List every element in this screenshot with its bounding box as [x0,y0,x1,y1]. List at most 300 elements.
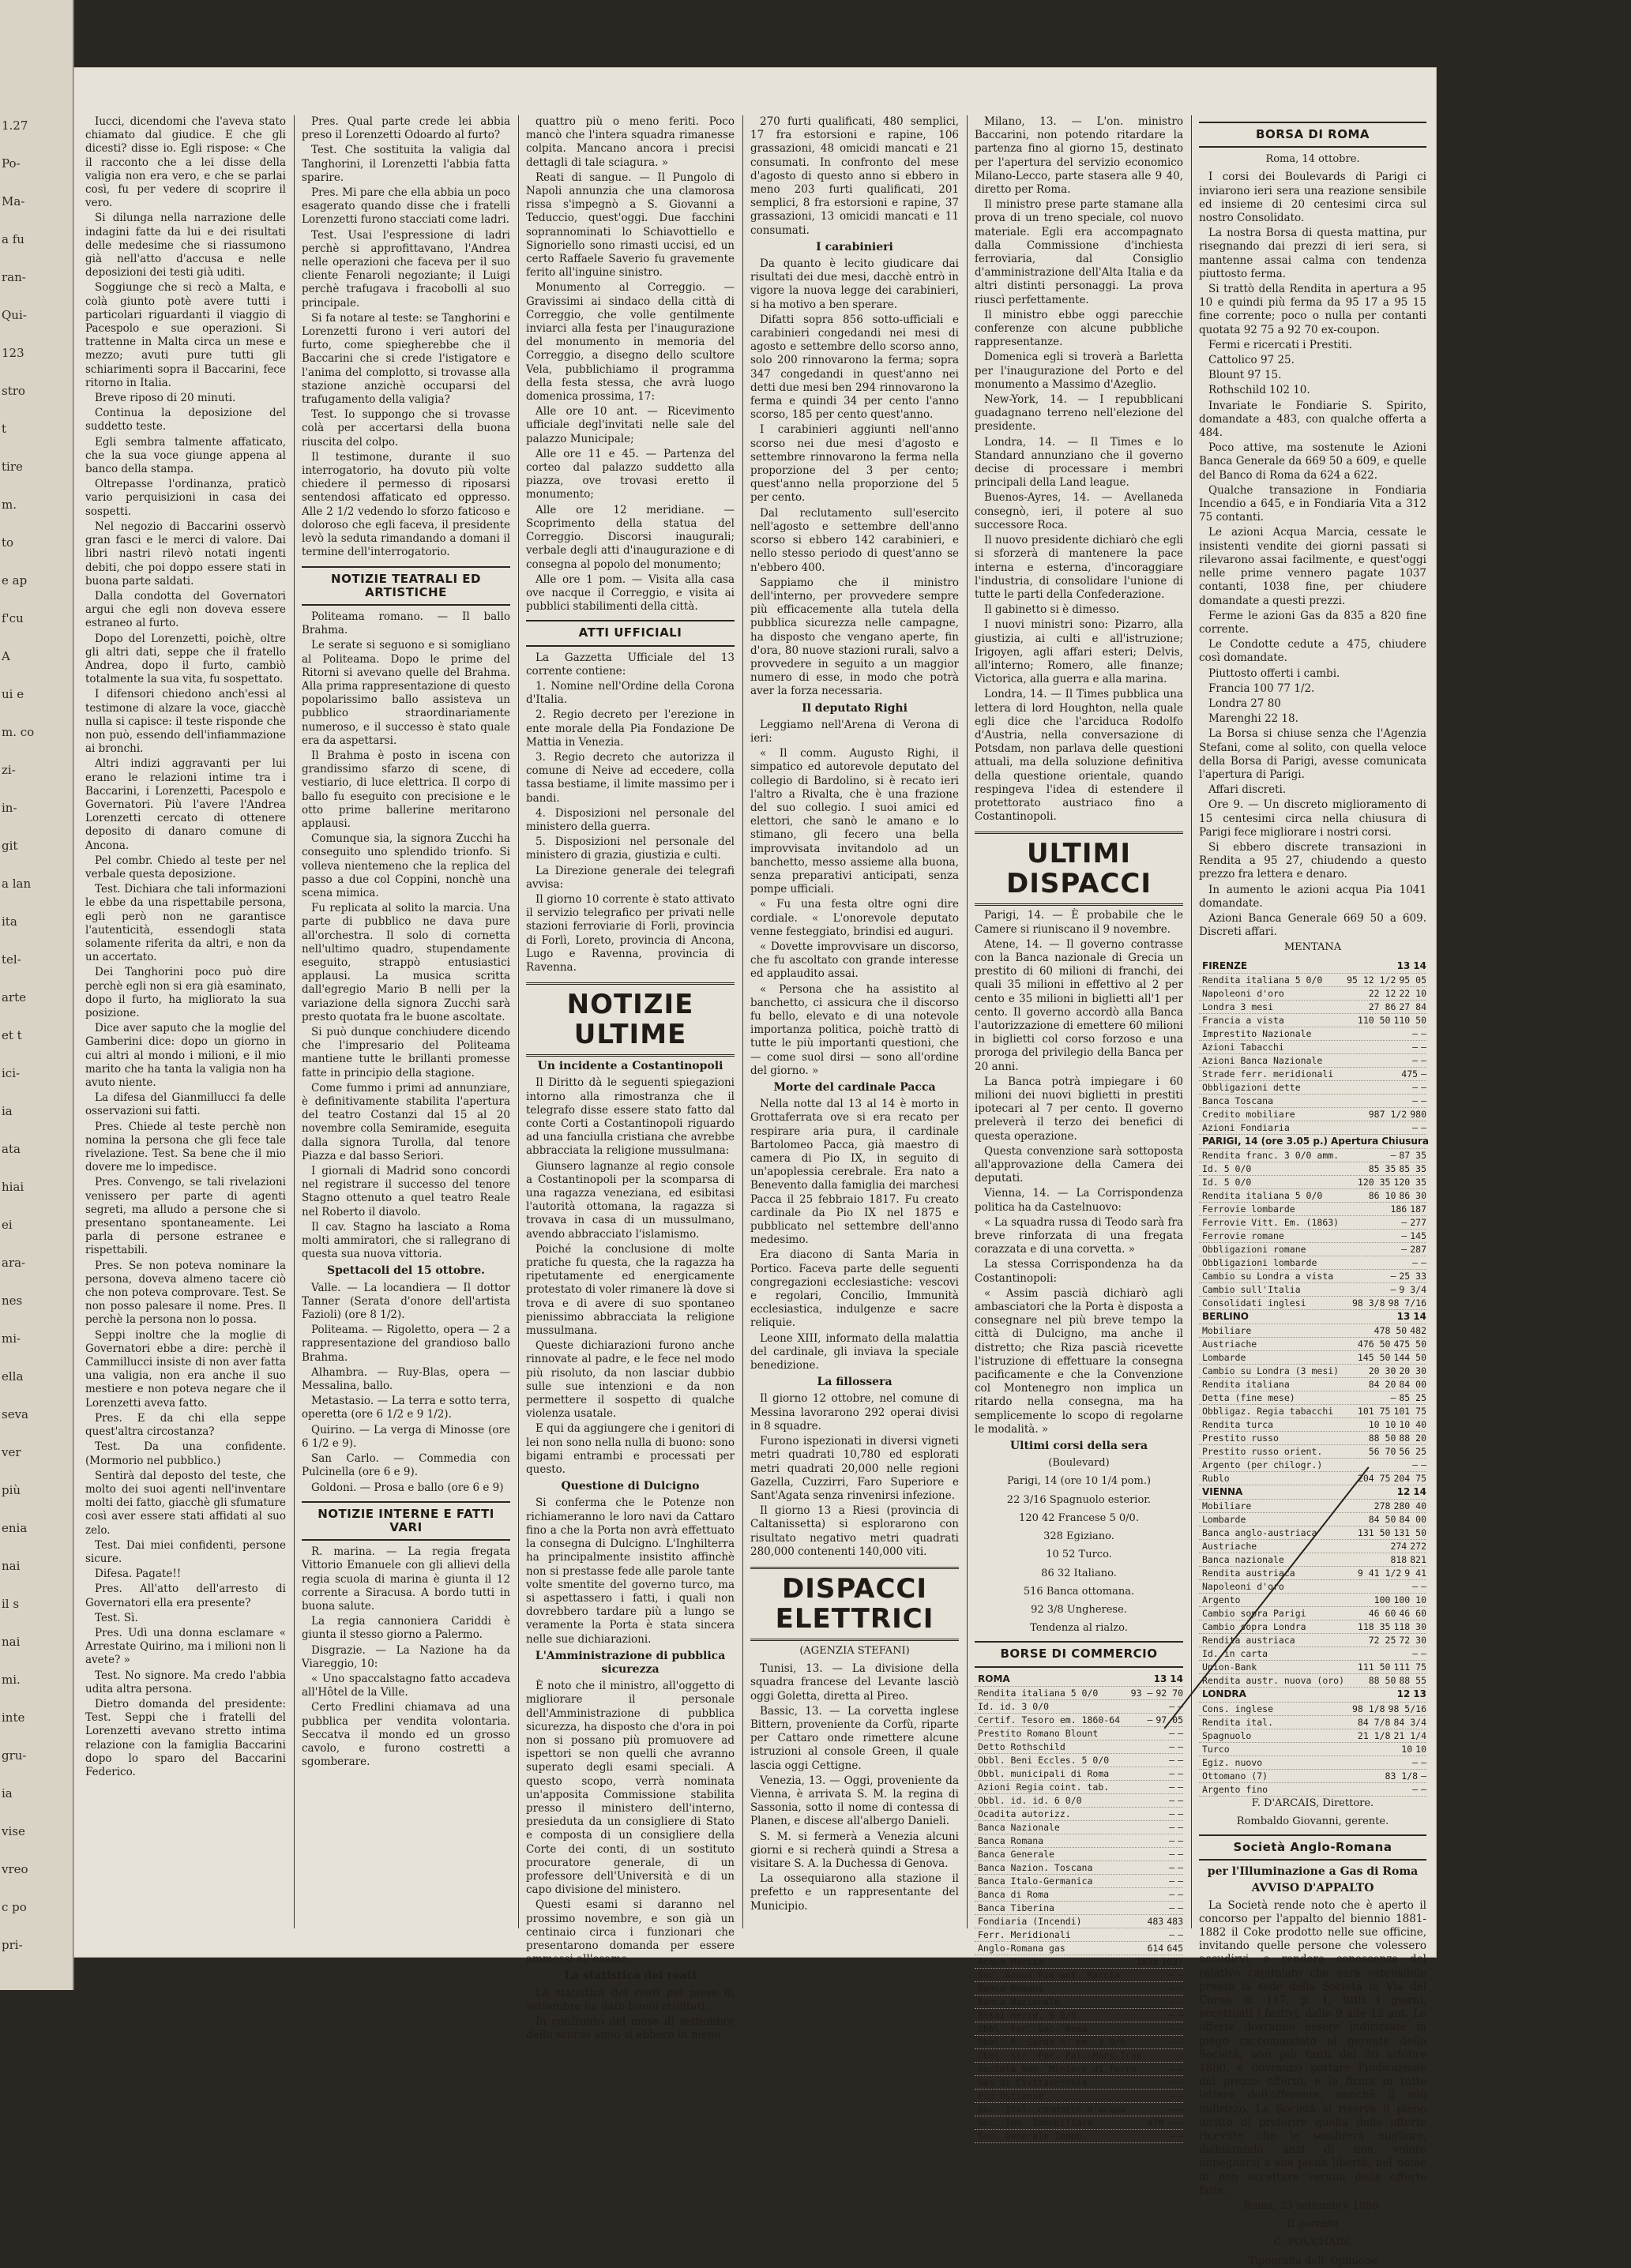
paragraph: Alle ore 1 pom. — Visita alla casa ove nacque il Correggio, e visita ai pubblici stabilimenti della città. [526,573,735,614]
table-row [975,2049,1183,2063]
paragraph: « La squadra russa di Teodo sarà fra breve rinforzata di una fregata corazzata e di una corvetta. » [975,1215,1183,1256]
paragraph: Disgrazie. — La Nazione ha da Viareggio, 10: [302,1643,510,1670]
table-header-col: 13 [1413,1688,1426,1700]
paragraph: Metastasio. — La terra e sotto terra, operetta (ore 6 1/2 e 9 1/2). [302,1395,510,1421]
table-header-col: 14 [1413,959,1426,971]
paragraph: « Assim pascià dichiarò agli ambasciatori che la Porta è disposta a consegnare nel più breve tempo la città di Dulcigno, ma anche il distretto; che Riza pascià ricevette l'istruzione di effettuare la consegna pacificamente e che la Convenzione col Montenegro non implica un ritardo nella consegna, ma ha semplicemente lo scopo di regolarne le modalità. » [975,1286,1183,1436]
table-row [1199,1203,1426,1216]
table-cell: — [1421,1054,1426,1066]
table-row [1199,1365,1426,1378]
table-cell: — [1401,1230,1407,1241]
table-cell: Cambio sopra Parigi [1202,1608,1306,1620]
paragraph: Pres. Se non poteva nominare la persona, doveva almeno tacere ciò che non poteva comprovare. Test. Se non posso palesare il nome. Pres. Il perchè la persona non lo possa. [85,1259,286,1327]
adjacent-page-fragment: A [2,649,10,663]
table-cell: — [1412,1783,1419,1795]
table-cell: — [1178,1821,1183,1833]
table-cell: Rendita franc. 3 0/0 amm. [1202,1149,1340,1161]
table-cell: — [1421,1081,1426,1093]
table-cell: Consolidati inglesi [1202,1297,1306,1309]
mentana-label: MENTANA [1283,941,1342,954]
sera-subheading: (Boulevard) [1048,1457,1110,1470]
gerente-line: Rombaldo Giovanni, gerente. [1236,1815,1389,1827]
table-row [975,1996,1183,2009]
avviso-signature-title: Il gerente [1287,2218,1339,2231]
table-cell: Rendita turca [1202,1419,1274,1431]
table-cell: 87 35 [1399,1149,1426,1161]
paragraph: Dietro domanda del presidente: Test. Seppi che i fratelli del Lorenzetti avevano stretto intima relazione con la famiglia Baccarini dopo lo sparo del Baccarini Federico. [85,1697,286,1778]
paragraph: « Dovette improvvisare un discorso, che fu ascoltato con grande interesse ed applaudito assai. [750,940,959,981]
table-cell: 84 7/8 [1357,1716,1391,1728]
subheading: L'Amministrazione di pubblica sicurezza [535,1649,726,1676]
table-cell: Londra 3 mesi [1202,1001,1274,1012]
table-cell: 100 10 [1393,1594,1426,1606]
table-cell: Rendita italiana 5 0/0 [1202,1189,1323,1201]
column-1 [81,115,291,1928]
table-cell: — [1169,1969,1175,1981]
table-cell: 83 1/8 [1385,1770,1419,1782]
table-cell: — [1169,1861,1175,1873]
table-cell: Argento (per chilogr.) [1202,1459,1323,1471]
table-cell: 27 84 [1399,1001,1426,1012]
paragraph: Atene, 14. — Il governo contrasse con la Banca nazionale di Grecia un prestito di 60 milioni di franchi, dei quali 35 milioni in effettivo al 2 per cento e 35 milioni in biglietti all'1 per cento. Il governo accordò alla Banca l'autorizzazione di emettere 60 milioni in biglietti col corso forzoso e una proroga del privilegio della Banca per 20 anni. [975,937,1183,1073]
table-cell: — [1169,2103,1175,2115]
paragraph: Certo Fredlini chiamava ad una pubblica per vendita volontaria. Seccatva il mondo ed un grosso cavolo, e furono costretti a sgomberare. [302,1701,510,1769]
paragraph: I difensori chiedono anch'essi al testimone di alzare la voce, giacchè nulla si capisce: il teste risponde che non può, essendo dell'infiammazione ai bronchi. [85,688,286,756]
table-cell: Prestito russo [1202,1433,1279,1444]
table-cell: — [1421,1459,1426,1471]
paragraph: Sappiamo che il ministro dell'interno, per provvedere sempre più efficacemente alla tutela della pubblica sicurezza nelle campagne, ha disposto che vengano aperte, fin d'ora, 80 nuove stazioni rurali, salvo a provvedere in seguito a un maggior numero di esse, in modo che potrà aver la forza necessaria. [750,576,959,698]
paragraph: 1. Nomine nell'Ordine della Corona d'Italia. [526,679,735,707]
paragraph: Si dilunga nella narrazione delle indagini fatte da lui e dei risultati delle medesime che si riassumono già nell'atto d'accusa e nelle deposizioni dei testi già uditi. [85,212,286,280]
paragraph: Questi esami si daranno nel prossimo novembre, e son già un centinaio circa i funzionari che presentarono domanda per essere ammessi all'esame. [526,1898,735,1966]
adjacent-page-fragment: zi- [2,763,16,777]
table-row [975,1848,1183,1861]
table-cell: Spagnuolo [1202,1729,1252,1741]
adjacent-page-fragment: in- [2,801,17,815]
table-cell: Rendita italiana 5 0/0 [978,1687,1099,1699]
paragraph: Il nuovo presidente dichiarò che egli si sforzerà di mantenere la pace interna e esterna, d'incoraggiare l'industria, di consolidare l'unione di tutte le parti della Confederazione. [975,534,1183,601]
table-cell: Napoleoni d'oro [1202,1581,1284,1593]
table-cell: — [1178,1781,1183,1793]
table-cell: Rendita austriaca [1202,1568,1295,1579]
paragraph: Marenghi 22 18. [1208,712,1298,726]
table-cell: 95 12 1/2 [1347,974,1396,986]
table-cell: — [1178,1740,1183,1752]
paragraph: Continua la deposizione del suddetto teste. [85,407,286,434]
table-cell: — [1421,1770,1426,1782]
paragraph: Test. Dai miei confidenti, persone sicure. [85,1538,286,1565]
paragraph: Valle. — La locandiera — Il dottor Tanner (Serata d'onore dell'artista Fazioli) (ore 8 1/2). [302,1281,510,1322]
paragraph: Pel combr. Chiedo al teste per nel verbale questa deposizione. [85,854,286,881]
table-cell: — [1169,1794,1175,1806]
paragraph: Il testimone, durante il suo interrogatorio, ha dovuto più volte chiedere il permesso di riposarsi sentendosi affaticato ed oppresso. Alle 2 1/2 vedendo lo sforzo faticoso e doloroso che egli faceva, il presidente levò la seduta rimandando a domani il termine dell'interrogatorio. [302,450,510,559]
table-cell: — [1178,2076,1183,2088]
table-row [1199,1405,1426,1418]
table-row [975,1781,1183,1794]
sera-heading: Ultimi corsi della sera [1009,1440,1148,1453]
paragraph: Londra, 14. — Il Times e lo Standard annunziano che il governo decise di processare i membri principali della Land league. [975,435,1183,490]
table-cell: 88 20 [1399,1433,1426,1444]
table-cell: Lombarde [1202,1352,1246,1364]
table-row [1199,1121,1426,1135]
avviso-heading: AVVISO D'APPALTO [1251,1882,1374,1895]
table-cell: — [1169,1875,1175,1887]
table-row [1199,1108,1426,1121]
table-cell: — [1147,1714,1153,1725]
paragraph: New-York, 14. — I repubblicani guadagnano terreno nell'elezione del presidente. [975,393,1183,434]
table-cell: — [1169,1982,1175,1994]
adjacent-page-fragment: ita [2,914,17,929]
paragraph: Era diacono di Santa Maria in Portico. Faceva parte delle seguenti congregazioni ecclesiastiche: vescovi e regolari, Concilio, Immunità ecclesiastica, indulgenze e sacre reliquie. [750,1249,959,1330]
table-cell: 21 1/4 [1393,1729,1426,1741]
table-cell: — [1169,1821,1175,1833]
paragraph: I corsi dei Boulevards di Parigi ci inviarono ieri sera una reazione sensibile ed insieme di 20 centesimi circa sul nostro Consolidato. [1199,171,1426,225]
table-cell: — [1169,1928,1175,1940]
table-cell: Prestito russo orient. [1202,1446,1323,1458]
table-row [1199,1054,1426,1068]
paragraph: Il giorno 13 a Riesi (provincia di Caltanissetta) si esplorarono con risultato negativo metri quadrati 280,000 contenenti 140,000 viti. [750,1504,959,1558]
paragraph: Domenica egli si troverà a Barletta per l'inaugurazione del Porto e del monumento a Massimo d'Azeglio. [975,351,1183,391]
paragraph: quattro più o meno feriti. Poco mancò che l'intera squadra rimanesse colpita. Mancano ancora i precisi dettagli di tale sciagura. » [526,115,735,169]
societa-heading: Società Anglo-Romana [1199,1834,1426,1861]
table-cell: — [1169,2022,1175,2034]
table-cell: 131 50 [1357,1527,1391,1539]
adjacent-page-fragment: ara- [2,1256,26,1270]
table-cell: Azioni Banca Nazionale [1202,1054,1323,1066]
table-cell: — [1421,1068,1426,1080]
table-cell: Argento fino [1202,1783,1268,1795]
adjacent-page-fragment: a fu [2,232,24,246]
paragraph: La stessa Corrispondenza ha da Costantinopoli: [975,1258,1183,1285]
paragraph: Venezia, 13. — Oggi, proveniente da Vienna, è arrivata S. M. la regina di Sassonia, sotto il nome di contessa di Planen, e discese all'albergo Danieli. [750,1774,959,1828]
table-row [1199,1189,1426,1203]
adjacent-page-fragment: ei [2,1218,13,1232]
table-cell: Imprestito Nazionale [1202,1027,1312,1039]
paragraph: Alle ore 10 ant. — Ricevimento ufficiale degl'invitati nelle sale del palazzo Municipale; [526,405,735,445]
paragraph: Il giorno 10 corrente è stato attivato il servizio telegrafico per privati nelle stazioni ferroviarie di Forli, provincia di Forlì, Loreto, provincia di Ancona, Lugo e Ravenna, provincia di Ravenna. [526,892,735,974]
table-cell: Banca Toscana [1202,1095,1274,1106]
table-cell: Obbl. R. Sarda n. em. 3 0/0 [978,2036,1126,2048]
table-cell: 22 12 [1368,987,1396,999]
table-cell: — [1178,1754,1183,1766]
table-row [975,1902,1183,1915]
table-cell: Banca Nazionale [978,1821,1060,1833]
adjacent-page-fragment: Po- [2,156,21,171]
paragraph: In confronto del mese di settembre dello scorso anno si ebbero in meno [526,2015,735,2042]
paragraph: « Uno spaccalstagno fatto accadeva all'Hôtel de la Ville. [302,1672,510,1699]
table-cell: — [1390,1283,1396,1295]
paragraph: Nel negozio di Baccarini osservò gran fasci e le merci di valore. Dai libri nastri rilevò notati ingenti debiti, che poi doppo essere stati in buona parte saldati. [85,520,286,588]
paragraph: Queste dichiarazioni furono anche rinnovate al padre, e le fece nel modo più risoluto, da non lasciar dubbio sulle sue intenzioni e da non permettere il sospetto di qualche violenza usatale. [526,1339,735,1421]
table-cell: — [1169,1834,1175,1846]
sera-row: Tendenza al rialzo. [1030,1622,1128,1635]
adjacent-page-fragment: et t [2,1028,22,1042]
sera-row: 92 3/8 Ungherese. [1031,1603,1127,1616]
table-cell: Soc. Acqua Pia ant. Marcia [978,1969,1121,1981]
table-row [1199,1297,1426,1310]
column-3 [521,115,739,2042]
adjacent-page-fragment: ici- [2,1066,21,1080]
sera-row: 22 3/16 Spagnuolo esterior. [1006,1493,1152,1506]
table-row [975,2076,1183,2090]
table-cell: 84 50 [1368,1514,1396,1526]
price-table [975,1687,1183,2143]
table-row [1199,1176,1426,1189]
column-2 [297,115,515,1928]
table-cell: Detto Rothschild [978,1740,1065,1752]
table-cell: — [1178,2022,1183,2034]
table-cell: 987 1/2 [1368,1108,1407,1120]
table-cell: 204 75 [1357,1473,1391,1485]
adjacent-page-fragment: ella [2,1369,24,1384]
table-row [1199,1162,1426,1176]
table-cell: 88 50 [1368,1675,1396,1687]
table-cell: 475 [1401,1068,1419,1080]
adjacent-page-fragment: git [2,839,18,853]
table-cell: Cons. inglese [1202,1703,1274,1714]
table-cell: — [1178,1834,1183,1846]
table-cell: — [1178,2049,1183,2061]
paragraph: Milano, 13. — L'on. ministro Baccarini, non potendo ritardare la partenza fino al giorno 15, destinato per l'apertura del servizio economico Milano-Lecco, parte stasera alle 9 40, diretto per Roma. [975,115,1183,197]
paragraph: Si trattò della Rendita in apertura a 95 10 e quindi più ferma da 95 17 a 95 15 fine corrente; poco o nulla per contanti quotata 92 75 a 92 70 ex-coupon. [1199,283,1426,336]
paragraph: Iucci, dicendomi che l'aveva stato chiamato dal giudice. E che gli dicesti? disse io. Egli rispose: « Che il racconto che a lei disse della valigia non era vero, e che se parlai così, fu per vedere di scoprire il vero. [85,115,286,210]
paragraph: 270 furti qualificati, 480 semplici, 17 fra estorsioni e rapine, 106 grassazioni, 48 omicidi mancati e 21 consumati. In confronto del mese d'agosto di questo anno si ebbero in meno 203 furti qualificati, 201 semplici, 8 fra estorsioni e rapine, 37 grassazioni, 13 omicidi mancati e 11 consumati. [750,115,959,237]
table-cell: 98 3/8 [1351,1297,1385,1309]
paragraph: Pres. Chiede al teste perchè non nomina la persona che gli fece tale rivelazione. Test. Sa bene che il mio dovere me lo impedisce. [85,1120,286,1174]
table-cell: 85 35 [1399,1162,1426,1174]
table-header-col: 14 [1413,1310,1426,1322]
table-row [1199,1001,1426,1014]
paragraph: Blount 97 15. [1208,369,1282,382]
paragraph: Monumento al Correggio. — Gravissimi ai sindaco della città di Correggio, che volle gentilmente inviarci alla festa per l'inaugurazione del monumento in memoria del Correggio, a disegno dello scultore Vela, pubblichiamo il programma della festa stessa, che avrà luogo domenica prossima, 17: [526,281,735,404]
table-cell: 145 [1410,1230,1426,1241]
table-row [975,2103,1183,2116]
table-cell: — [1169,1808,1175,1819]
borse-heading: BORSE DI COMMERCIO [975,1641,1183,1667]
table-cell: 20 30 [1399,1365,1426,1377]
paragraph: Quirino. — La verga di Minosse (ore 6 1/2 e 9). [302,1423,510,1450]
paragraph: San Carlo. — Commedia con Pulcinella (ore 6 e 9). [302,1452,510,1479]
table-cell: — [1390,1392,1396,1404]
table-cell: 131 50 [1393,1527,1426,1539]
paragraph: Test. Dichiara che tali informazioni le ebbe da una rispettabile persona, egli però non ne garantisce l'autenticità, essendogli stata solamente riferita da altri, e non da un accertato. [85,883,286,964]
adjacent-page-fragment: nai [2,1559,21,1573]
table-cell: Id. 5 0/0 [1202,1162,1252,1174]
table-cell: — [1421,1256,1426,1268]
paragraph: Affari discreti. [1208,783,1287,797]
table-cell: 86 30 [1399,1189,1426,1201]
paragraph: Si fa notare al teste: se Tanghorini e Lorenzetti furono i veri autori del furto, come spiegherebbe che il Baccarini che si crede l'istigatore e l'anima del complotto, si trovasse alla stazione anzichè occuparsi del trafugamento della valigia? [302,311,510,407]
table-cell: 144 50 [1393,1352,1426,1364]
table-cell: 482 [1410,1325,1426,1337]
column-5 [970,115,1188,2142]
table-cell: — [1169,2036,1175,2048]
table-cell: — [1412,1095,1419,1106]
paragraph: Vienna, 14. — La Corrispondenza politica ha da Castelnuovo: [975,1187,1183,1214]
table-cell: 821 [1410,1554,1426,1566]
table-cell: — [1169,1754,1175,1766]
table-cell: 10 40 [1399,1419,1426,1431]
adjacent-page-fragment: Qui- [2,308,27,322]
table-cell: Obbl. municipali di Roma [978,1767,1110,1779]
table-row [1199,1391,1426,1405]
paragraph: Altri indizi aggravanti per lui erano le relazioni intime tra i Baccarini, i Lorenzetti, Pacespolo e Governatori. Più l'avere l'Andrea Lorenzetti cercato di ottenere deposito di danaro comune di Ancona. [85,757,286,852]
table-cell: — [1412,1081,1419,1093]
adjacent-page-fragment: 123 [2,346,24,360]
paragraph: La Banca potrà impiegare i 60 milioni dei nuovi biglietti in prestiti ipotecari al 7 per cento. Il governo preleverà il terzo dei benefici di questa operazione. [975,1075,1183,1143]
subheading: Il deputato Righi [802,701,908,715]
table-cell: 84 20 [1368,1379,1396,1391]
table-cell: 92 70 [1156,1687,1183,1699]
table-row [1199,987,1426,1001]
table-cell: — [1412,1256,1419,1268]
paragraph: Alle ore 12 meridiane. — Scoprimento della statua del Correggio. Discorsi inaugurali; verbale degli atti d'inaugurazione e di consegna al popolo del monumento; [526,503,735,571]
table-cell: Banca anglo-austriaca [1202,1527,1317,1539]
table-header-label: FIRENZE [1202,959,1248,971]
table-cell: 120 35 [1357,1176,1391,1188]
table-row [1199,1338,1426,1351]
table-cell: Ocadita autorizz. [978,1808,1071,1819]
table-cell: Lombarde [1202,1514,1246,1526]
paragraph: Dei Tanghorini poco può dire perchè egli non si era già esaminato, dopo il furto, ha migliorato la sua posizione. [85,966,286,1019]
subheading: La statistica dei reati [564,1969,697,1983]
table-cell: Prestito Romano Blount [978,1727,1099,1739]
subheading: Un incidente a Costantinopoli [537,1060,723,1073]
table-cell: 120 35 [1393,1176,1426,1188]
table-cell: Azioni Fondiaria [1202,1121,1290,1133]
paragraph: Le Condotte cedute a 475, chiudere così domandate. [1199,638,1426,665]
adjacent-page-fragment: arte [2,990,27,1004]
paragraph: Dopo del Lorenzetti, poichè, oltre gli altri dati, seppe che il fratello Andrea, dopo il furto, cambiò totalmente la sua vita, fu sospettato. [85,632,286,686]
paragraph: Pres. E da chi ella seppe quest'altra circostanza? [85,1411,286,1439]
paragraph: È noto che il ministro, all'oggetto di migliorare il personale dell'Amministrazione di pubblica sicurezza, ha disposto che d'ora in poi non si possano più promuovere ad ispettori se non quelli che avranno superato degli esami speciali. A questo scopo, verrà nominata un'apposita Commissione stabilita presso il ministero dell'interno, presieduta da un consigliere di Stato e composta di un consigliere della Corte dei conti, di un sostituto procuratore generale, di un professore dell'Università e di un capo divisione del ministero. [526,1680,735,1897]
table-cell: 86 10 [1368,1189,1396,1201]
paragraph: Come fummo i primi ad annunziare, è definitivamente stabilita l'apertura del teatro Costanzi dal 15 al 20 novembre colla Semiramide, eseguita dalla signora Turolla, dal tenore Piazza e dal basso Seriori. [302,1081,510,1162]
table-cell: — [1178,1969,1183,1981]
table-row [975,1969,1183,1982]
adjacent-page-fragment: e ap [2,573,28,588]
paragraph: Si conferma che le Potenze non richiameranno le loro navi da Cattaro fino a che la Porta non avrà effettuato la consegna di Dulcigno. L'Inghilterra ha principalmente insistito affinchè non si prestasse fede alle parole tante volte smentite del governo turco, ma si aspettassero i fatti, i quali non dovrebbero tardare più a lungo se veramente la Porta è stata sincera nelle sue dichiarazioni. [526,1496,735,1646]
table-cell: — [1412,1121,1419,1133]
tipografia: Tipografia dell' Opinione [1248,2255,1377,2267]
table-row [975,2036,1183,2049]
table-row [1199,1014,1426,1027]
table-row [1199,1095,1426,1108]
paragraph: Pres. Qual parte crede lei abbia preso il Lorenzetti Odoardo al furto? [302,115,510,142]
adjacent-page-fragment: ia [2,1786,13,1801]
paragraph: « Persona che ha assistito al banchetto, ci assicura che il discorso fu bello, elevato e di una notevole importanza politica, poichè trattò di tutte le più importanti questioni, che — come suol dirsi — sono all'ordine del giorno. » [750,982,959,1077]
borsa-di-roma-heading: BORSA DI ROMA [1199,122,1426,148]
table-cell: Rendita austriaca [1202,1635,1295,1647]
paragraph: Seppi inoltre che la moglie di Governatori ebbe a dire: perchè il Cammillucci insiste di non aver fatta una valigia, non era anche il suo mestiere e non poteva negare che il Lorenzetti aveva fatto. [85,1328,286,1410]
table-cell: Banca Generale [978,1848,1054,1860]
table-cell: Fondiaria (Incendi) [978,1915,1082,1927]
table-row [1199,1256,1426,1270]
table-row [1199,1324,1426,1338]
table-cell: Napoleoni d'oro [1202,987,1284,999]
adjacent-page-fragment: inte [2,1710,25,1725]
table-cell: 9 41 [1404,1568,1426,1579]
table-row [975,2009,1183,2022]
table-cell: — [1401,1216,1407,1228]
table-cell: Banca Romana [978,1834,1044,1846]
table-row [975,1942,1183,1955]
table-cell: — [1169,1740,1175,1752]
paragraph: 5. Disposizioni nel personale del ministero di grazia, giustizia e culti. [526,835,735,862]
paragraph: Egli sembra talmente affaticato, che la sua voce giunge appena al banco della stampa. [85,435,286,476]
paragraph: I carabinieri aggiunti nell'anno scorso nei due mesi d'agosto e settembre rinnovarono la ferma nella proporzione del 3 per cento; quest'anno nella proporzione del 5 per cento. [750,423,959,505]
table-cell: Obbligazioni lombarde [1202,1256,1317,1268]
paragraph: Le azioni Acqua Marcia, cessate le insistenti vendite dei giorni passati si rilevarono assai facilmente, e quest'oggi nelle prime vennero pagate 1037 contanti, 1038 fine, per chiudere domandate a questi prezzi. [1199,526,1426,607]
adjacent-page-fragment: vreo [2,1862,28,1876]
table-cell: — [1169,2090,1175,2101]
paragraph: Fermi e ricercati i Prestiti. [1208,338,1353,351]
director-line: F. D'ARCAIS, Direttore. [1251,1797,1374,1809]
table-cell: 84 3/4 [1393,1716,1426,1728]
table-row [1199,1378,1426,1391]
table-cell: — [1178,1888,1183,1900]
paragraph: Il ministro prese parte stamane alla prova di un treno speciale, col nuovo materiale. Egli era accompagnato dalla Commissione d'inchiesta ferroviaria, dal Consiglio d'amministrazione dell'Alta Italia e da altri distinti personaggi. La prova riuscì perfettamente. [975,198,1183,306]
table-cell: 204 75 [1393,1473,1426,1485]
table-cell: — [1178,1700,1183,1712]
adjacent-page-fragment: pri- [2,1938,23,1952]
paragraph: R. marina. — La regia fregata Vittorio Emanuele con gli allievi della regia scuola di marina è giunta il 12 corrente a Siracusa. A bordo tutti in buona salute. [302,1545,510,1613]
table-row [1199,974,1426,987]
table-cell: Argento [1202,1594,1241,1606]
paragraph: 4. Disposizioni nel personale del ministero della guerra. [526,806,735,833]
table-cell: Ferrovie lombarde [1202,1203,1295,1215]
table-cell: 101 75 [1357,1406,1391,1418]
table-cell: 1037 [1161,1955,1183,1967]
adjacent-page-fragment: seva [2,1407,28,1421]
table-cell: 110 50 [1393,1014,1426,1026]
table-cell: Id. in carta [1202,1648,1268,1660]
adjacent-page-fragment: stro [2,384,25,398]
table-cell: — [1178,1767,1183,1779]
table-cell: — [1169,1902,1175,1913]
price-table [1199,1149,1426,1310]
table-cell: Banca di Roma [978,1888,1050,1900]
table-cell: Banca Nazionale [978,1996,1060,2007]
paragraph: Il Brahma è posto in iscena con grandissimo sfarzo di scene, di vestiario, di luce elettrica. Il corpo di ballo fu eseguito con precisione e le otto prime ballerine meritarono applausi. [302,749,510,830]
paragraph: Test. Che sostituita la valigia dal Tanghorini, il Lorenzetti l'abbia fatta sparire. [302,144,510,184]
table-row [975,1767,1183,1781]
table-cell: 22 10 [1399,987,1426,999]
table-row [1199,1445,1426,1459]
table-cell: 483 [1167,1915,1183,1927]
table-cell: — [1421,1121,1426,1133]
table-cell: — [1178,1902,1183,1913]
table-cell: — [1169,1727,1175,1739]
table-cell: Rublo [1202,1473,1230,1485]
paragraph: Reati di sangue. — Il Pungolo di Napoli annunzia che una clamorosa rissa s'impegnò a S. Giovanni a Teduccio, quest'oggi. Due facchini soprannominati lo Schiavottiello e Signoriello sono rimasti uccisi, ed un certo Raffaele Saverio fu gravemente ferito all'inguine sinistro. [526,171,735,280]
table-header-label: VIENNA [1202,1486,1243,1498]
paragraph: Tunisi, 13. — La divisione della squadra francese del Levante lasciò oggi Goletta, diretta al Pireo. [750,1662,959,1703]
table-row [1199,1432,1426,1445]
table-row [1199,1243,1426,1256]
table-cell: — [1178,1848,1183,1860]
table-cell: — [1178,1875,1183,1887]
table-cell: — [1178,1996,1183,2007]
adjacent-page-fragment: ver [2,1445,21,1459]
adjacent-page-fragment: gru- [2,1748,27,1763]
table-cell: Id. id. 3 0/0 [978,1700,1050,1712]
paragraph: Qualche transazione in Fondiaria Incendio a 645, e in Fondiaria Vita a 312 75 contanti. [1199,483,1426,524]
paragraph: Alle ore 11 e 45. — Partenza del corteo dal palazzo suddetto alla piazza, ove trovasi eretto il monumento; [526,447,735,501]
ultimi-dispacci-heading: ULTIMI DISPACCI [975,832,1183,906]
table-cell: — [1421,1095,1426,1106]
paragraph: Il ministro ebbe oggi parecchie conferenze con alcune pubbliche rappresentanze. [975,308,1183,349]
